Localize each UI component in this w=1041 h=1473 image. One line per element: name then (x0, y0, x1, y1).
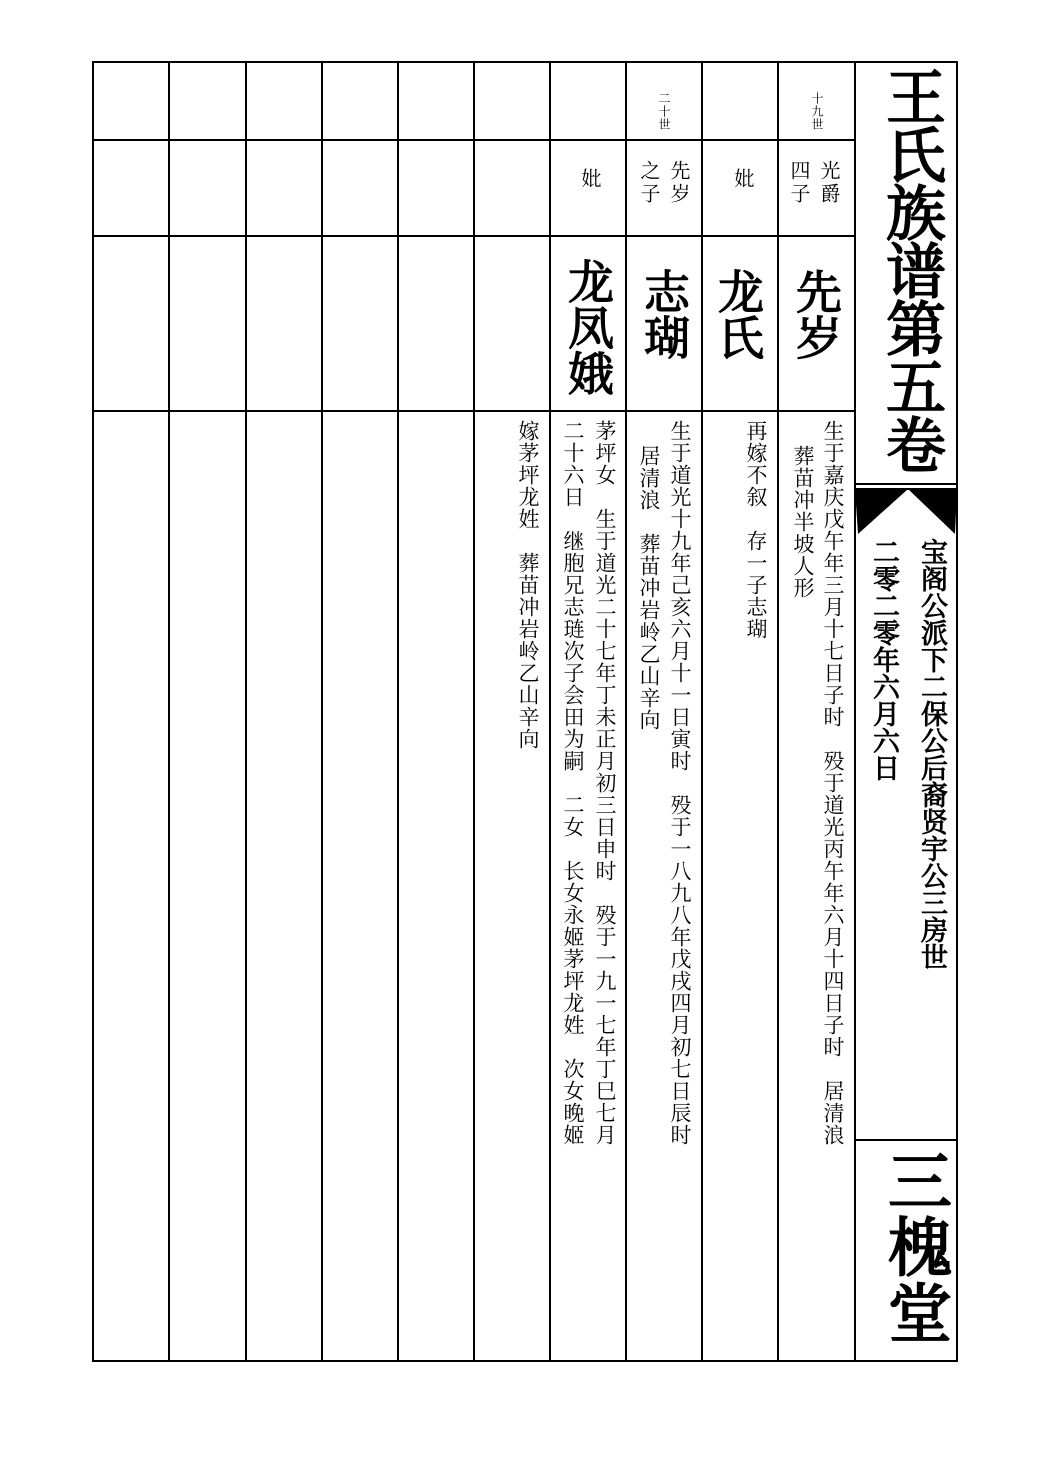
biography-line: 嫁茅坪龙姓 葬苗冲岩岭乙山辛向 (516, 420, 540, 750)
person-name: 志瑚 (637, 268, 691, 360)
person-name: 先岁 (789, 268, 843, 360)
relation-line: 妣 (578, 168, 602, 191)
hall-name: 三槐堂 (877, 1148, 952, 1346)
relation-line: 先岁 (667, 160, 691, 206)
compile-date: 二零二零年六月六日 (868, 538, 899, 781)
relation-line: 妣 (731, 168, 755, 191)
relation-line: 之子 (637, 160, 661, 206)
biography-line: 居清浪 葬苗冲岩岭乙山辛向 (637, 445, 661, 731)
biography-line: 茅坪女 生于道光二十七年丁未正月初三日申时 殁于一九一七年丁巳七月 (593, 420, 617, 1146)
biography-line: 生于嘉庆戊午年三月十七日子时 殁于道光丙午年六月十四日子时 居清浪 (821, 420, 845, 1146)
generation-label: 二十世 (657, 92, 671, 131)
generation-label: 十九世 (810, 92, 824, 131)
relation-line: 四子 (787, 160, 811, 206)
biography-line: 葬苗冲半坡人形 (791, 445, 815, 599)
person-name: 龙氏 (711, 268, 765, 360)
biography-line: 二十六日 继胞兄志琏次子会田为嗣 二女 长女永姬茅坪龙姓 次女晚姬 (561, 420, 585, 1146)
biography-line: 生于道光十九年己亥六月十一日寅时 殁于一八九八年戊戌四月初七日辰时 (668, 420, 692, 1146)
lineage-subtitle: 宝阁公派下二保公后裔贤宇公三房世 (916, 538, 947, 970)
person-name: 龙凤娥 (561, 258, 615, 396)
book-title: 王氏族谱第五卷 (876, 66, 946, 472)
biography-line: 再嫁不叙 存一子志瑚 (744, 420, 768, 640)
relation-line: 光爵 (817, 160, 841, 206)
